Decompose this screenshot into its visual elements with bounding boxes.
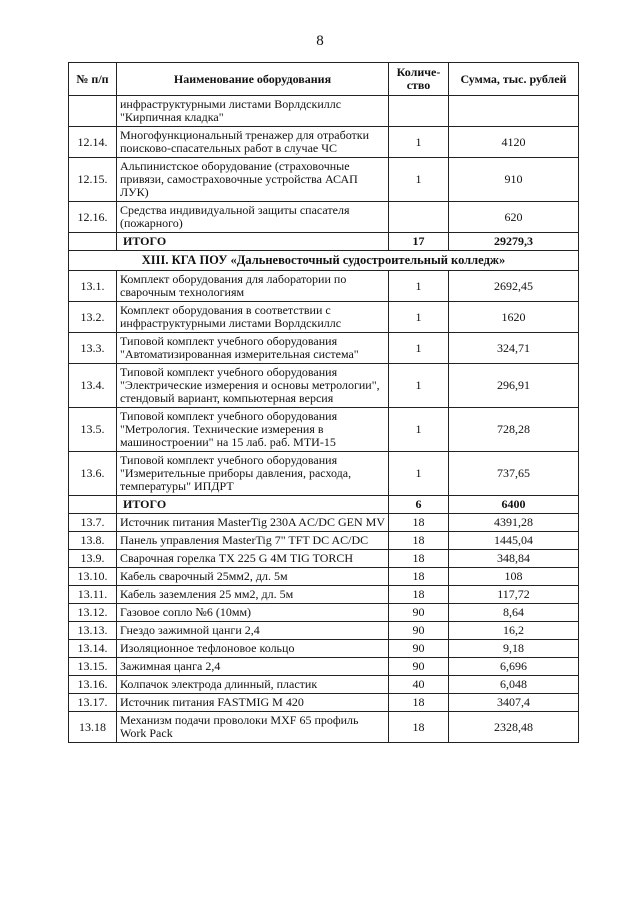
- cell-num: 12.15.: [69, 158, 117, 202]
- cell-qty: 1: [389, 271, 449, 302]
- cell-name: Изоляционное тефлоновое кольцо: [117, 640, 389, 658]
- cell-num: 13.6.: [69, 452, 117, 496]
- cell-qty: 90: [389, 604, 449, 622]
- table-row: [69, 408, 579, 452]
- cell-name: Альпинистское оборудование (страховочные привязи, самостраховочные устройства АСАП ЛУК): [117, 158, 389, 202]
- cell-num: 13.4.: [69, 364, 117, 408]
- table-body: [69, 96, 579, 743]
- cell-num: 13.3.: [69, 333, 117, 364]
- cell-sum: 4120: [449, 127, 579, 158]
- table-row: [69, 550, 579, 568]
- cell-sum: 3407,4: [449, 694, 579, 712]
- cell-num: 13.8.: [69, 532, 117, 550]
- cell-num: 13.14.: [69, 640, 117, 658]
- cell-name: Комплект оборудования в соответствии с инфраструктурными листами Ворлдскиллс: [117, 302, 389, 333]
- cell-qty: 6: [389, 496, 449, 514]
- cell-name: Кабель заземления 25 мм2, дл. 5м: [117, 586, 389, 604]
- cell-name: Колпачок электрода длинный, пластик: [117, 676, 389, 694]
- cell-qty: 1: [389, 302, 449, 333]
- cell-name: ИТОГО: [117, 233, 389, 251]
- cell-sum: 296,91: [449, 364, 579, 408]
- cell-name: Панель управления MasterTig 7" TFT DC AC/DC: [117, 532, 389, 550]
- cell-name: Газовое сопло №6 (10мм): [117, 604, 389, 622]
- cell-sum: 108: [449, 568, 579, 586]
- cell-qty: 18: [389, 514, 449, 532]
- table-row: [69, 568, 579, 586]
- cell-sum: 117,72: [449, 586, 579, 604]
- cell-num: 13.17.: [69, 694, 117, 712]
- cell-qty: 1: [389, 364, 449, 408]
- equipment-table: [68, 62, 579, 743]
- total-row: [69, 233, 579, 251]
- table-row: [69, 514, 579, 532]
- cell-qty: 1: [389, 452, 449, 496]
- cell-qty: 18: [389, 712, 449, 743]
- cell-qty: 18: [389, 532, 449, 550]
- cell-num: 13.16.: [69, 676, 117, 694]
- cell-name: Типовой комплект учебного оборудования "Электрические измерения и основы метрологии", стендовый вариант, компьютерная версия: [117, 364, 389, 408]
- cell-sum: 620: [449, 202, 579, 233]
- cell-qty: [389, 96, 449, 127]
- cell-sum: 2692,45: [449, 271, 579, 302]
- cell-name: Средства индивидуальной защиты спасателя (пожарного): [117, 202, 389, 233]
- cell-sum: 728,28: [449, 408, 579, 452]
- cell-name: Многофункциональный тренажер для отработки поисково-спасательных работ в случае ЧС: [117, 127, 389, 158]
- cell-name: Кабель сварочный 25мм2, дл. 5м: [117, 568, 389, 586]
- cell-name: Гнездо зажимной цанги 2,4: [117, 622, 389, 640]
- header-qty: Количе-ство: [389, 63, 449, 96]
- cell-name: Зажимная цанга 2,4: [117, 658, 389, 676]
- cell-sum: 1620: [449, 302, 579, 333]
- cell-sum: 1445,04: [449, 532, 579, 550]
- table-row: [69, 333, 579, 364]
- cell-sum: 910: [449, 158, 579, 202]
- cell-name: Сварочная горелка TX 225 G 4M TIG TORCH: [117, 550, 389, 568]
- cell-num: 12.14.: [69, 127, 117, 158]
- table-row: [69, 127, 579, 158]
- section-title: XIII. КГА ПОУ «Дальневосточный судостроительный колледж»: [69, 251, 579, 271]
- cell-num: 13.5.: [69, 408, 117, 452]
- cell-qty: 40: [389, 676, 449, 694]
- cell-num: [69, 96, 117, 127]
- cell-num: 13.12.: [69, 604, 117, 622]
- cell-sum: 737,65: [449, 452, 579, 496]
- cell-qty: 1: [389, 408, 449, 452]
- page-number: 8: [316, 33, 324, 49]
- cell-qty: [389, 202, 449, 233]
- cell-qty: 1: [389, 158, 449, 202]
- cell-qty: 90: [389, 658, 449, 676]
- table-row: [69, 532, 579, 550]
- cell-sum: 6,048: [449, 676, 579, 694]
- table-row: [69, 658, 579, 676]
- cell-sum: 324,71: [449, 333, 579, 364]
- cell-name: инфраструктурными листами Ворлдскиллс "Кирпичная кладка": [117, 96, 389, 127]
- cell-num: 13.11.: [69, 586, 117, 604]
- header-sum: Сумма, тыс. рублей: [449, 63, 579, 96]
- cell-name: Типовой комплект учебного оборудования "Измерительные приборы давления, расхода, температуры" ИПДРТ: [117, 452, 389, 496]
- cell-num: 13.13.: [69, 622, 117, 640]
- cell-qty: 17: [389, 233, 449, 251]
- cell-name: Источник питания FASTMIG M 420: [117, 694, 389, 712]
- cell-num: 13.2.: [69, 302, 117, 333]
- cell-qty: 18: [389, 568, 449, 586]
- cell-qty: 18: [389, 586, 449, 604]
- table-row: [69, 96, 579, 127]
- cell-name: Типовой комплект учебного оборудования "Автоматизированная измерительная система": [117, 333, 389, 364]
- cell-name: Механизм подачи проволоки MXF 65 профиль Work Pack: [117, 712, 389, 743]
- table-row: [69, 640, 579, 658]
- cell-name: Источник питания MasterTig 230A AC/DC GEN MV: [117, 514, 389, 532]
- cell-num: 13.7.: [69, 514, 117, 532]
- section-row: [69, 251, 579, 271]
- cell-num: [69, 233, 117, 251]
- table-header-row: [69, 63, 579, 96]
- table-row: [69, 676, 579, 694]
- table-row: [69, 302, 579, 333]
- cell-sum: 348,84: [449, 550, 579, 568]
- cell-qty: 90: [389, 622, 449, 640]
- cell-num: 12.16.: [69, 202, 117, 233]
- table-row: [69, 452, 579, 496]
- total-row: [69, 496, 579, 514]
- cell-sum: 9,18: [449, 640, 579, 658]
- cell-name: Комплект оборудования для лаборатории по сварочным технологиям: [117, 271, 389, 302]
- cell-sum: [449, 96, 579, 127]
- header-name: Наименование оборудования: [117, 63, 389, 96]
- cell-name: Типовой комплект учебного оборудования "Метрология. Технические измерения в машиностроении" на 15 лаб. раб. МТИ-15: [117, 408, 389, 452]
- cell-num: 13.9.: [69, 550, 117, 568]
- table-row: [69, 364, 579, 408]
- table-row: [69, 622, 579, 640]
- cell-qty: 90: [389, 640, 449, 658]
- table-row: [69, 604, 579, 622]
- cell-num: [69, 496, 117, 514]
- cell-num: 13.15.: [69, 658, 117, 676]
- cell-sum: 29279,3: [449, 233, 579, 251]
- table-row: [69, 158, 579, 202]
- cell-qty: 18: [389, 694, 449, 712]
- table-row: [69, 271, 579, 302]
- header-num: № п/п: [69, 63, 117, 96]
- cell-qty: 1: [389, 127, 449, 158]
- cell-sum: 16,2: [449, 622, 579, 640]
- cell-sum: 8,64: [449, 604, 579, 622]
- cell-num: 13.10.: [69, 568, 117, 586]
- cell-sum: 6,696: [449, 658, 579, 676]
- cell-num: 13.18: [69, 712, 117, 743]
- cell-sum: 2328,48: [449, 712, 579, 743]
- cell-sum: 6400: [449, 496, 579, 514]
- cell-qty: 1: [389, 333, 449, 364]
- cell-name: ИТОГО: [117, 496, 389, 514]
- table-row: [69, 712, 579, 743]
- table-row: [69, 202, 579, 233]
- table-row: [69, 586, 579, 604]
- cell-qty: 18: [389, 550, 449, 568]
- cell-sum: 4391,28: [449, 514, 579, 532]
- table-row: [69, 694, 579, 712]
- cell-num: 13.1.: [69, 271, 117, 302]
